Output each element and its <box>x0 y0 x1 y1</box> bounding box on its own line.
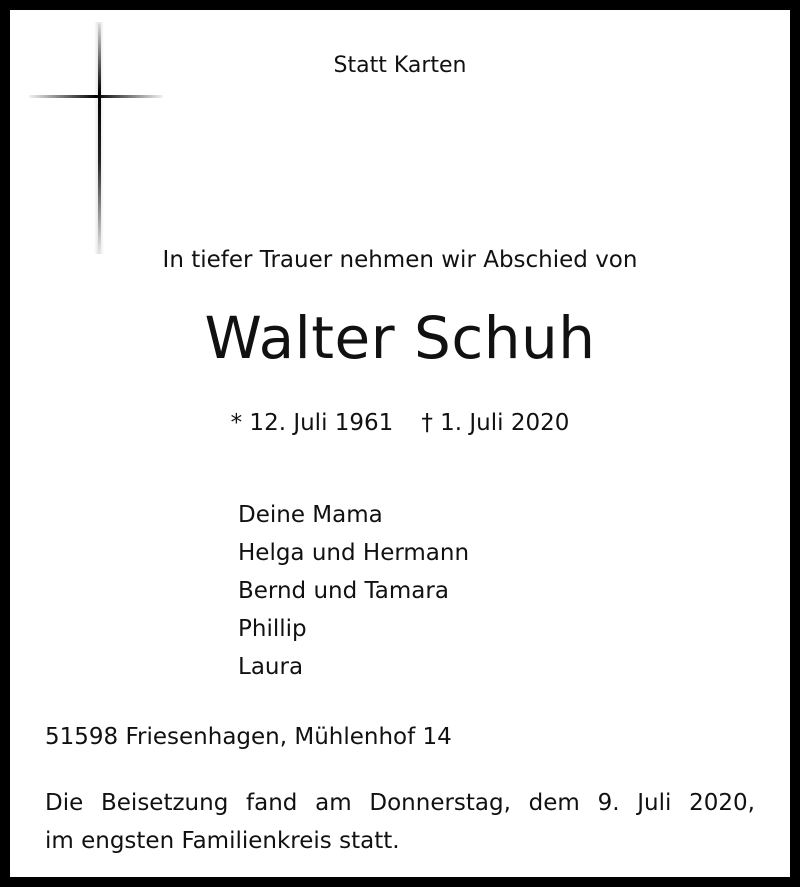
death-date: † 1. Juli 2020 <box>421 410 570 436</box>
header-text: Statt Karten <box>333 53 467 78</box>
mourner-item: Phillip <box>238 616 307 642</box>
mourners-list <box>238 496 469 686</box>
life-dates <box>10 410 790 436</box>
intro-text: In tiefer Trauer nehmen wir Abschied von <box>162 247 638 273</box>
address-text: 51598 Friesenhagen, Mühlenhof 14 <box>45 724 452 750</box>
burial-note-line: Die Beisetzung fand am Donnerstag, dem 9. Juli 2020, <box>45 790 755 816</box>
mourner-item: Deine Mama <box>238 502 383 528</box>
birth-date: * 12. Juli 1961 <box>230 410 394 436</box>
mourner-item: Bernd und Tamara <box>238 578 449 604</box>
burial-note-line: im engsten Familienkreis statt. <box>45 828 400 854</box>
mourner-item: Laura <box>238 654 304 680</box>
mourner-item: Helga und Hermann <box>238 540 470 566</box>
deceased-name: Walter Schuh <box>204 304 596 372</box>
burial-note <box>45 784 755 860</box>
